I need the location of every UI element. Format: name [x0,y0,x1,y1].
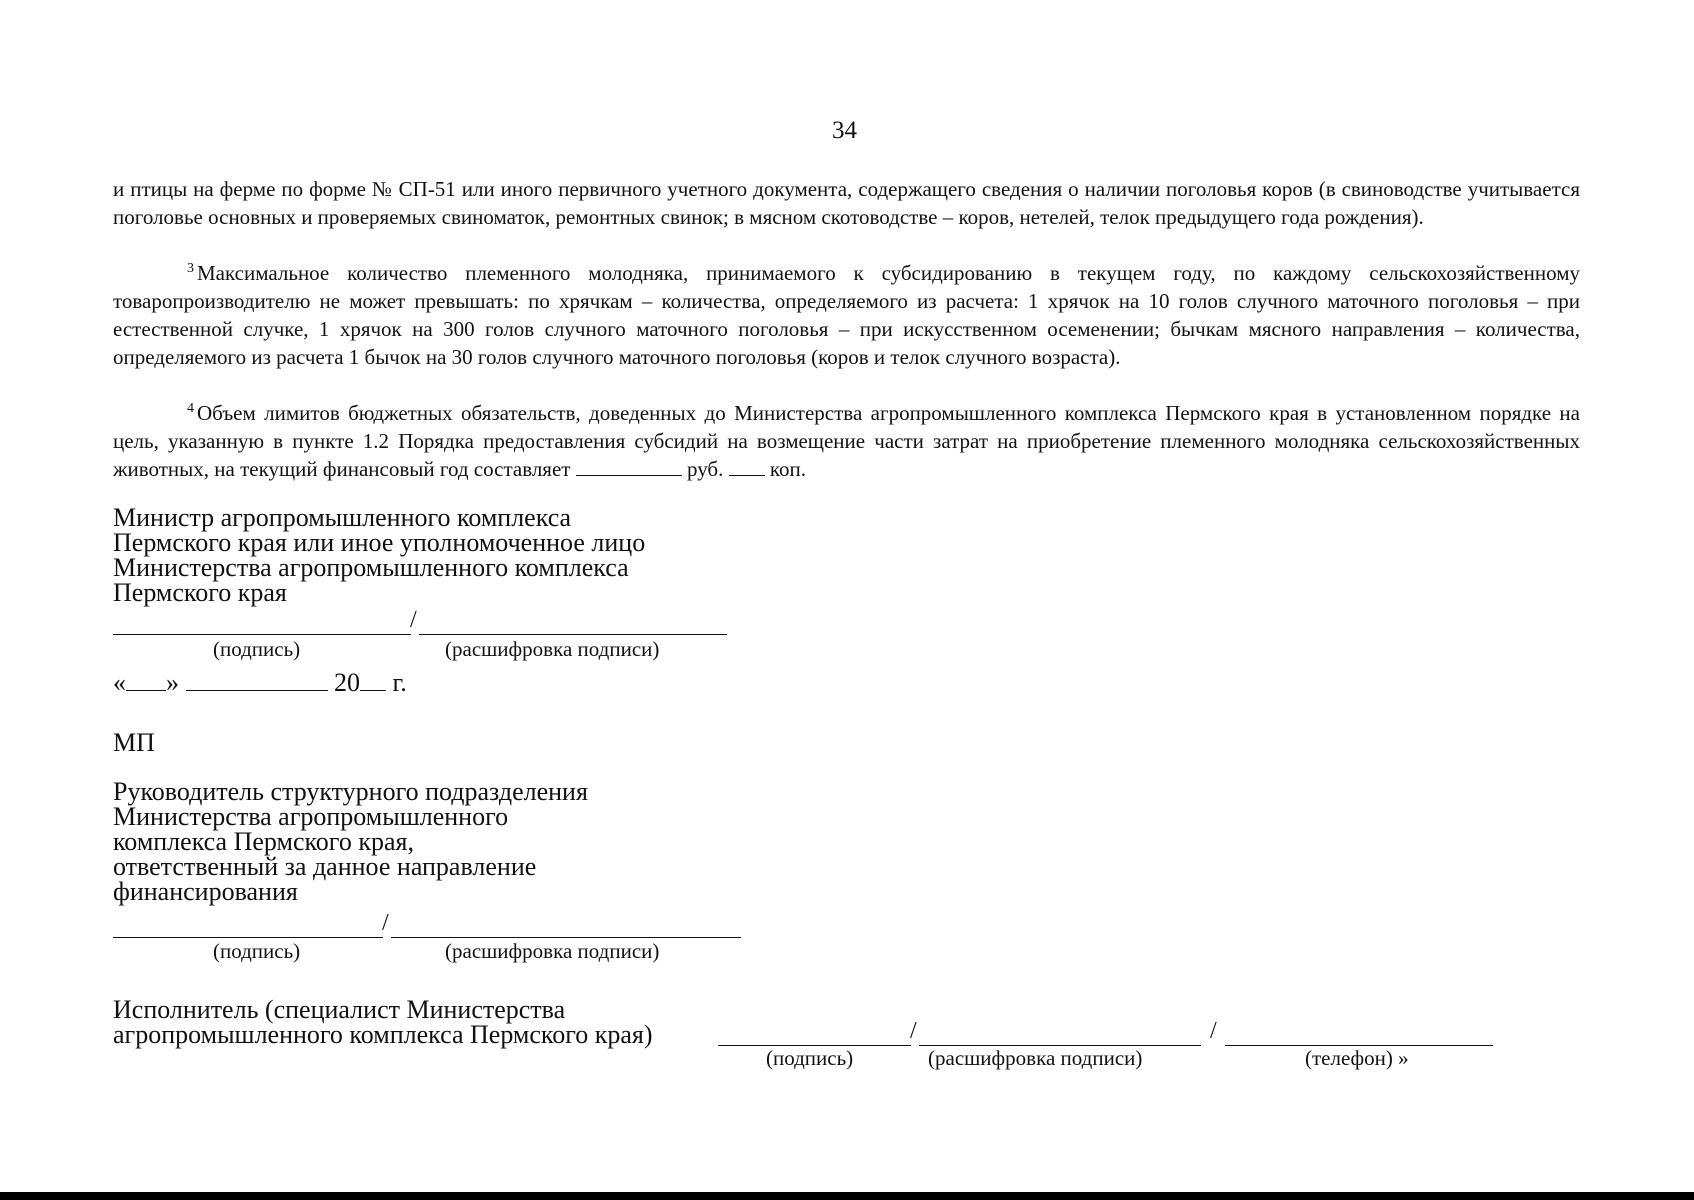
minister-separator: / [410,607,417,633]
minister-title: Министр агропромышленного комплекса Пермского края или иное уполномоченное лицо Министерства агропромышленного комплекса Пермского края [113,503,646,607]
executor-separator-2: / [1210,1018,1217,1044]
head-signature-caption: (подпись) [213,939,301,963]
minister-decoding-line[interactable] [419,634,727,635]
date-year-prefix: 20 [334,668,360,697]
paragraph-continuation [113,175,1580,231]
minister-signature-line[interactable] [113,634,411,635]
paragraph-text: и птицы на ферме по форме № СП-51 или иного первичного учетного документа, содержащего сведения о наличии поголовья коров (в свиноводстве учитывается поголовье основных и проверяемых свиноматок, ремонтных свинок; в мясном скотоводстве – коров, нетелей, телок предыдущего года рождения). [113,177,1580,229]
executor-decoding-caption: (расшифровка подписи) [928,1046,1143,1070]
date-year-blank[interactable] [360,670,386,691]
date-quote-close: » [166,668,179,697]
head-decoding-caption: (расшифровка подписи) [445,939,660,963]
executor-signature-caption: (подпись) [766,1046,854,1070]
kop-label: коп. [769,457,806,481]
page-edge [0,1192,1694,1200]
minister-decoding-caption: (расшифровка подписи) [445,637,660,661]
date-quote-open: « [113,668,126,697]
date-month-blank[interactable] [186,670,328,691]
head-title: Руководитель структурного подразделения Министерства агропромышленного комплекса Пермского края, ответственный за данное направление финансирования [113,777,588,906]
footnote-4-paragraph [113,399,1580,483]
footnote-mark: 3 [187,261,194,276]
head-separator: / [382,910,389,936]
rub-label: руб. [686,457,724,481]
amount-rub-blank[interactable] [576,457,682,476]
stamp-place: МП [113,728,155,757]
footnote-mark: 4 [187,401,194,416]
date-day-blank[interactable] [126,670,166,691]
executor-phone-caption: (телефон) » [1305,1046,1409,1070]
paragraph-text: Объем лимитов бюджетных обязательств, доведенных до Министерства агропромышленного комплекса Пермского края в установленном порядке на цель, указанную в пункте 1.2 Порядка предоставления субсидий на возмещение части затрат на приобретение племенного молодняка сельскохозяйственных животных, на текущий финансовый год составляет [113,401,1580,481]
minister-date [113,670,407,696]
amount-kop-blank[interactable] [729,457,765,476]
minister-signature-caption: (подпись) [213,637,301,661]
footnote-3-paragraph [113,259,1580,371]
executor-separator-1: / [910,1018,917,1044]
paragraph-text: Максимальное количество племенного молодняка, принимаемого к субсидированию в текущем году, по каждому сельскохозяйственному товаропроизводителю не может превышать: по хрячкам – количества, определяемого из расчета: 1 хрячок на 10 голов случного маточного поголовья – при естественной случке, 1 хрячок на 300 голов случного маточного поголовья – при искусственном осеменении; бычкам мясного направления – количества, определяемого из расчета 1 бычок на 30 голов случного маточного поголовья (коров и телок случного возраста). [113,261,1580,369]
page-number: 34 [832,117,857,144]
head-signature-line[interactable] [113,937,383,938]
date-year-suffix: г. [392,668,407,697]
head-decoding-line[interactable] [391,937,741,938]
executor-title: Исполнитель (специалист Министерства агропромышленного комплекса Пермского края) [113,995,653,1049]
